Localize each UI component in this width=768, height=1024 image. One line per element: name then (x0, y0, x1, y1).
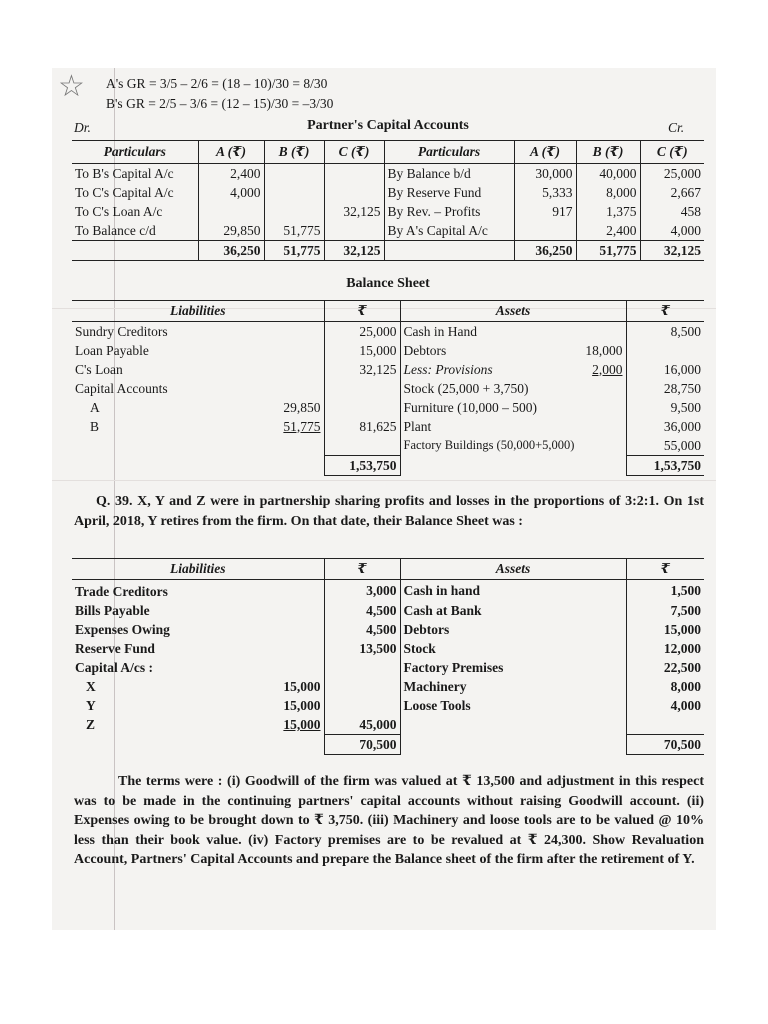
balance-sheet-title: Balance Sheet (346, 276, 430, 291)
asset-amount: 9,500 (626, 398, 704, 417)
liability-sub (248, 620, 324, 639)
cell: 2,400 (576, 221, 640, 241)
liability-amount: 45,000 (324, 715, 400, 735)
liability-amount (324, 436, 400, 456)
asset-amount: 15,000 (626, 620, 704, 639)
asset-amount: 12,000 (626, 639, 704, 658)
asset-name (400, 715, 626, 735)
liability-sub (248, 601, 324, 620)
cell (568, 456, 626, 476)
cell (514, 221, 576, 241)
a-gain-ratio: A's GR = 3/5 – 2/6 = (18 – 10)/30 = 8/30 (106, 76, 328, 91)
b-gain-ratio: B's GR = 2/5 – 3/6 = (12 – 15)/30 = –3/30 (106, 96, 334, 111)
totals-row (72, 735, 704, 755)
cell: 917 (514, 202, 576, 221)
book-page (52, 68, 716, 930)
cell: 5,333 (514, 183, 576, 202)
cell (248, 456, 324, 476)
asset-name: Less: Provisions (400, 360, 568, 379)
cell: By A's Capital A/c (384, 221, 514, 241)
table-row (72, 164, 704, 184)
table-row (72, 436, 704, 456)
table-header-row (72, 559, 704, 580)
liability-sub: 15,000 (283, 716, 321, 732)
liability-name: X (86, 678, 96, 694)
cell: To Balance c/d (75, 222, 156, 238)
liability-sub (248, 360, 324, 379)
table-row (72, 322, 704, 342)
asset-sub: 18,000 (585, 342, 623, 358)
cell: 30,000 (514, 164, 576, 184)
total-cell: 51,775 (576, 241, 640, 261)
asset-name: Stock (400, 639, 626, 658)
table-row (72, 677, 704, 696)
ruled-line (52, 480, 716, 481)
liability-amount (324, 398, 400, 417)
cell: By Rev. – Profits (384, 202, 514, 221)
balance-sheet-table (72, 300, 704, 476)
cell: To C's Capital A/c (75, 184, 174, 200)
liability-name: Capital Accounts (75, 380, 168, 396)
liability-amount (324, 658, 400, 677)
asset-amount: 28,750 (626, 379, 704, 398)
liability-name: A (90, 399, 100, 415)
asset-amount: 36,000 (626, 417, 704, 436)
column-header: Assets (400, 559, 626, 580)
balance-sheet-table-2 (72, 558, 704, 755)
table-row (72, 360, 704, 379)
liability-name (72, 436, 248, 456)
column-header: C (₹) (324, 141, 384, 164)
liability-name: Expenses Owing (75, 621, 170, 637)
cell (324, 221, 384, 241)
cell (400, 456, 568, 476)
capital-accounts-title: Partner's Capital Accounts (307, 118, 469, 133)
asset-name: Factory Buildings (50,000+5,000) (400, 436, 626, 456)
cell: 2,400 (198, 164, 264, 184)
liability-amount: 32,125 (324, 360, 400, 379)
column-header: ₹ (626, 301, 704, 322)
asset-name: Loose Tools (400, 696, 626, 715)
liability-sub (248, 322, 324, 342)
asset-amount: 8,000 (626, 677, 704, 696)
cell (264, 183, 324, 202)
totals-row (72, 456, 704, 476)
table-row (72, 658, 704, 677)
liability-sub (248, 341, 324, 360)
total-cell: 70,500 (324, 735, 400, 755)
total-cell: 36,250 (198, 241, 264, 261)
asset-name: Debtors (400, 620, 626, 639)
asset-amount: 55,000 (626, 436, 704, 456)
asset-name: Machinery (400, 677, 626, 696)
liability-sub: 15,000 (283, 678, 321, 694)
column-header: C (₹) (640, 141, 704, 164)
cell (324, 183, 384, 202)
liability-name: Z (86, 716, 96, 732)
asset-amount: 16,000 (626, 360, 704, 379)
asset-name: Factory Premises (400, 658, 626, 677)
asset-sub (568, 379, 626, 398)
liability-sub (248, 639, 324, 658)
liability-name: Trade Creditors (75, 583, 168, 599)
total-cell: 32,125 (640, 241, 704, 261)
liability-sub: 29,850 (283, 399, 321, 415)
cell (198, 202, 264, 221)
asset-amount: 22,500 (626, 658, 704, 677)
total-cell: 1,53,750 (324, 456, 400, 476)
asset-sub: 2,000 (592, 361, 623, 377)
cell (400, 735, 626, 755)
column-header: Liabilities (72, 301, 324, 322)
total-cell: 1,53,750 (626, 456, 704, 476)
asset-name: Cash at Bank (400, 601, 626, 620)
column-header: Particulars (72, 141, 198, 164)
asset-sub (568, 322, 626, 342)
liability-sub (248, 436, 324, 456)
liability-amount: 81,625 (324, 417, 400, 436)
liability-name: B (90, 418, 100, 434)
liability-sub (248, 379, 324, 398)
column-header: ₹ (324, 559, 400, 580)
table-row (72, 379, 704, 398)
asset-name: Cash in hand (400, 580, 626, 602)
column-header: ₹ (626, 559, 704, 580)
cell (264, 164, 324, 184)
asset-name: Debtors (400, 341, 568, 360)
liability-amount (324, 379, 400, 398)
cell: By Balance b/d (384, 164, 514, 184)
liability-name: Reserve Fund (75, 640, 155, 656)
cell (264, 202, 324, 221)
cell: 4,000 (198, 183, 264, 202)
table-header-row (72, 301, 704, 322)
debit-label: Dr. (74, 120, 91, 135)
table-row (72, 341, 704, 360)
table-row (72, 620, 704, 639)
table-row (72, 639, 704, 658)
cell: 51,775 (264, 221, 324, 241)
total-cell: 51,775 (264, 241, 324, 261)
asset-name: Plant (400, 417, 568, 436)
star-icon: ☆ (58, 70, 85, 103)
total-cell: 70,500 (626, 735, 704, 755)
liability-amount: 13,500 (324, 639, 400, 658)
table-row (72, 202, 704, 221)
cell: 2,667 (640, 183, 704, 202)
question-text: Q. 39. X, Y and Z were in partnership sharing profits and losses in the proportions of 3:2:1. On 1st April, 2018, Y retires from the firm. On that date, their Balance Sheet was : (74, 494, 704, 529)
cell: 458 (640, 202, 704, 221)
credit-label: Cr. (668, 120, 685, 135)
liability-name: Loan Payable (75, 342, 149, 358)
asset-amount: 4,000 (626, 696, 704, 715)
asset-amount: 1,500 (626, 580, 704, 602)
cell: 1,375 (576, 202, 640, 221)
liability-sub: 15,000 (283, 697, 321, 713)
liability-amount (324, 677, 400, 696)
cell: To C's Loan A/c (75, 203, 163, 219)
cell: To B's Capital A/c (75, 165, 174, 181)
column-header: B (₹) (576, 141, 640, 164)
cell: 25,000 (640, 164, 704, 184)
cell (384, 241, 514, 261)
asset-name: Stock (25,000 + 3,750) (400, 379, 568, 398)
asset-sub (568, 417, 626, 436)
column-header: Assets (400, 301, 626, 322)
cell (324, 164, 384, 184)
total-cell: 32,125 (324, 241, 384, 261)
table-row (72, 580, 704, 602)
total-cell: 36,250 (514, 241, 576, 261)
liability-sub: 51,775 (283, 418, 321, 434)
table-row (72, 715, 704, 735)
asset-amount: 7,500 (626, 601, 704, 620)
cell: 32,125 (324, 202, 384, 221)
totals-row (72, 241, 704, 261)
cell: 8,000 (576, 183, 640, 202)
column-header: A (₹) (514, 141, 576, 164)
asset-sub (568, 398, 626, 417)
table-row (72, 221, 704, 241)
liability-amount: 4,500 (324, 601, 400, 620)
column-header: Particulars (384, 141, 514, 164)
liability-amount (324, 696, 400, 715)
cell (248, 735, 324, 755)
liability-sub (248, 658, 324, 677)
terms-text: The terms were : (i) Goodwill of the firm was valued at ₹ 13,500 and adjustment in this respect was to be made in the continuing partners' capital accounts without raising Goodwill account. (ii) Expenses owing to be brought down to ₹ 3,750. (iii) Machinery and loose tools are to be valued @ 10% less than their book value. (iv) Factory premises are to be revalued at ₹ 24,300. Show Revaluation Account, Partners' Capital Accounts and prepare the Balance sheet of the firm after the retirement of Y. (74, 774, 704, 867)
column-header: Liabilities (72, 559, 324, 580)
cell: By Reserve Fund (384, 183, 514, 202)
liability-name: Y (86, 697, 96, 713)
capital-accounts-table (72, 140, 704, 261)
liability-amount: 4,500 (324, 620, 400, 639)
cell (72, 241, 198, 261)
liability-amount: 3,000 (324, 580, 400, 602)
column-header: ₹ (324, 301, 400, 322)
cell (72, 735, 248, 755)
asset-amount (626, 341, 704, 360)
asset-name: Furniture (10,000 – 500) (400, 398, 568, 417)
liability-name: Bills Payable (75, 602, 150, 618)
liability-amount: 25,000 (324, 322, 400, 342)
asset-amount: 8,500 (626, 322, 704, 342)
liability-name: Capital A/cs : (75, 659, 154, 675)
table-header-row (72, 141, 704, 164)
liability-name: Sundry Creditors (75, 323, 168, 339)
cell: 29,850 (198, 221, 264, 241)
column-header: B (₹) (264, 141, 324, 164)
liability-name: C's Loan (75, 361, 123, 377)
table-row (72, 601, 704, 620)
table-row (72, 183, 704, 202)
asset-name: Cash in Hand (400, 322, 568, 342)
cell (72, 456, 248, 476)
liability-amount: 15,000 (324, 341, 400, 360)
table-row (72, 398, 704, 417)
table-row (72, 417, 704, 436)
table-row (72, 696, 704, 715)
column-header: A (₹) (198, 141, 264, 164)
cell: 4,000 (640, 221, 704, 241)
cell: 40,000 (576, 164, 640, 184)
liability-sub (248, 580, 324, 602)
asset-amount (626, 715, 704, 735)
